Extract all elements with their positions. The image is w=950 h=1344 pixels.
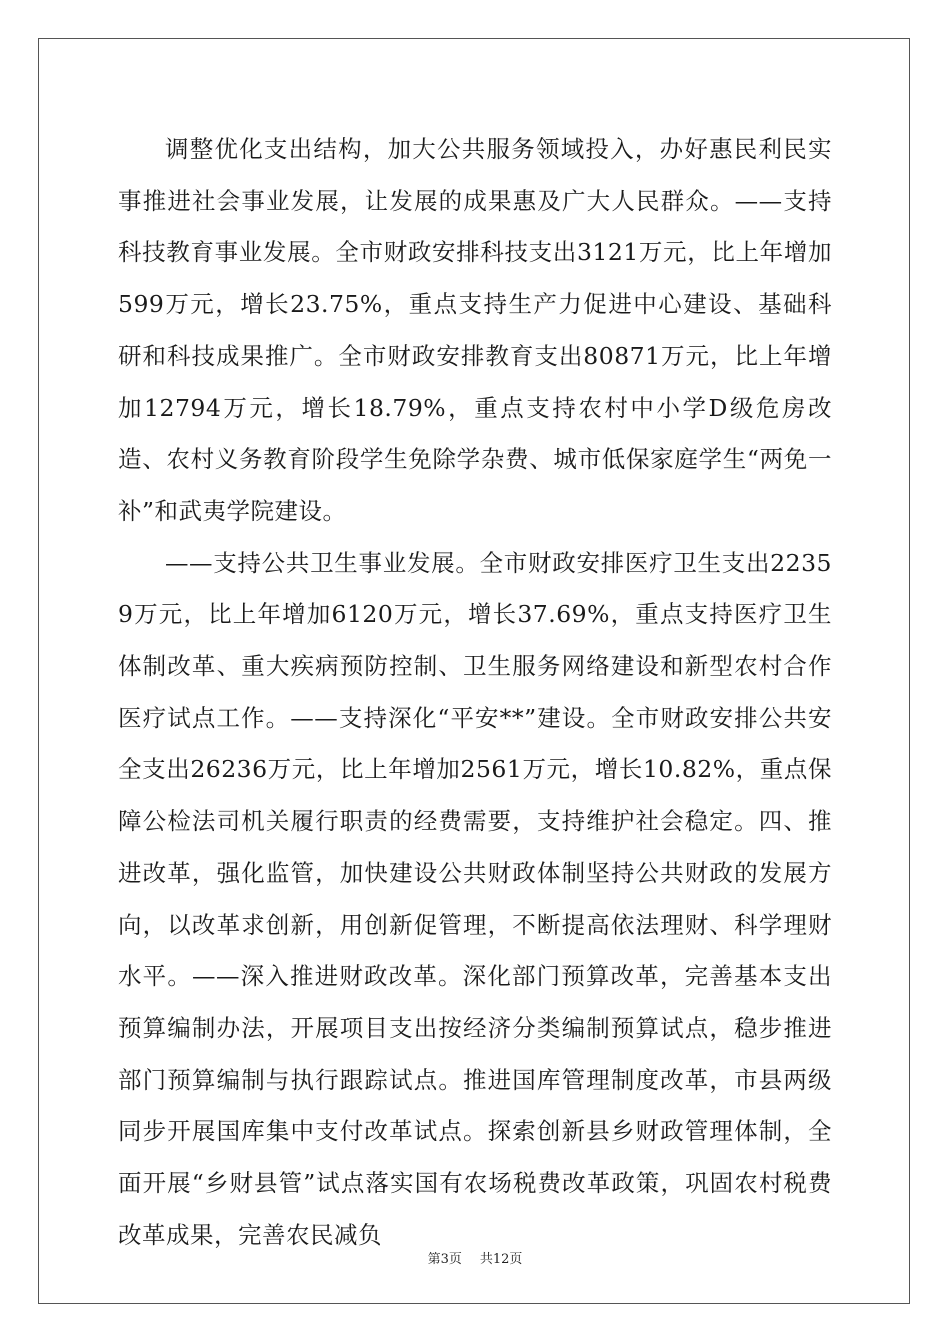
page-number: 第3页 xyxy=(427,1252,462,1267)
page-footer xyxy=(0,1248,950,1267)
paragraph-1: 调整优化支出结构，加大公共服务领域投入，办好惠民利民实事推进社会事业发展，让发展的成果惠及广大人民群众。——支持科技教育事业发展。全市财政安排科技支出3121万元，比上年增加599万元，增长23.75%，重点支持生产力促进中心建设、基础科研和科技成果推广。全市财政安排教育支出80871万元，比上年增加12794万元，增长18.79%，重点支持农村中小学D级危房改造、农村义务教育阶段学生免除学杂费、城市低保家庭学生“两免一补”和武夷学院建设。 xyxy=(118,135,832,525)
page-total: 共12页 xyxy=(479,1252,523,1267)
paragraph-2: ——支持公共卫生事业发展。全市财政安排医疗卫生支出22359万元，比上年增加6120万元，增长37.69%，重点支持医疗卫生体制改革、重大疾病预防控制、卫生服务网络建设和新型农村合作医疗试点工作。——支持深化“平安**”建设。全市财政安排公共安全支出26236万元，比上年增加2561万元，增长10.82%，重点保障公检法司机关履行职责的经费需要，支持维护社会稳定。四、推进改革，强化监管，加快建设公共财政体制坚持公共财政的发展方向，以改革求创新，用创新促管理，不断提高依法理财、科学理财水平。——深入推进财政改革。深化部门预算改革，完善基本支出预算编制办法，开展项目支出按经济分类编制预算试点，稳步推进部门预算编制与执行跟踪试点。推进国库管理制度改革，市县两级同步开展国库集中支付改革试点。探索创新县乡财政管理体制，全面开展“乡财县管”试点落实国有农场税费改革政策，巩固农村税费改革成果，完善农民减负 xyxy=(118,548,832,1249)
document-body xyxy=(118,124,832,1261)
